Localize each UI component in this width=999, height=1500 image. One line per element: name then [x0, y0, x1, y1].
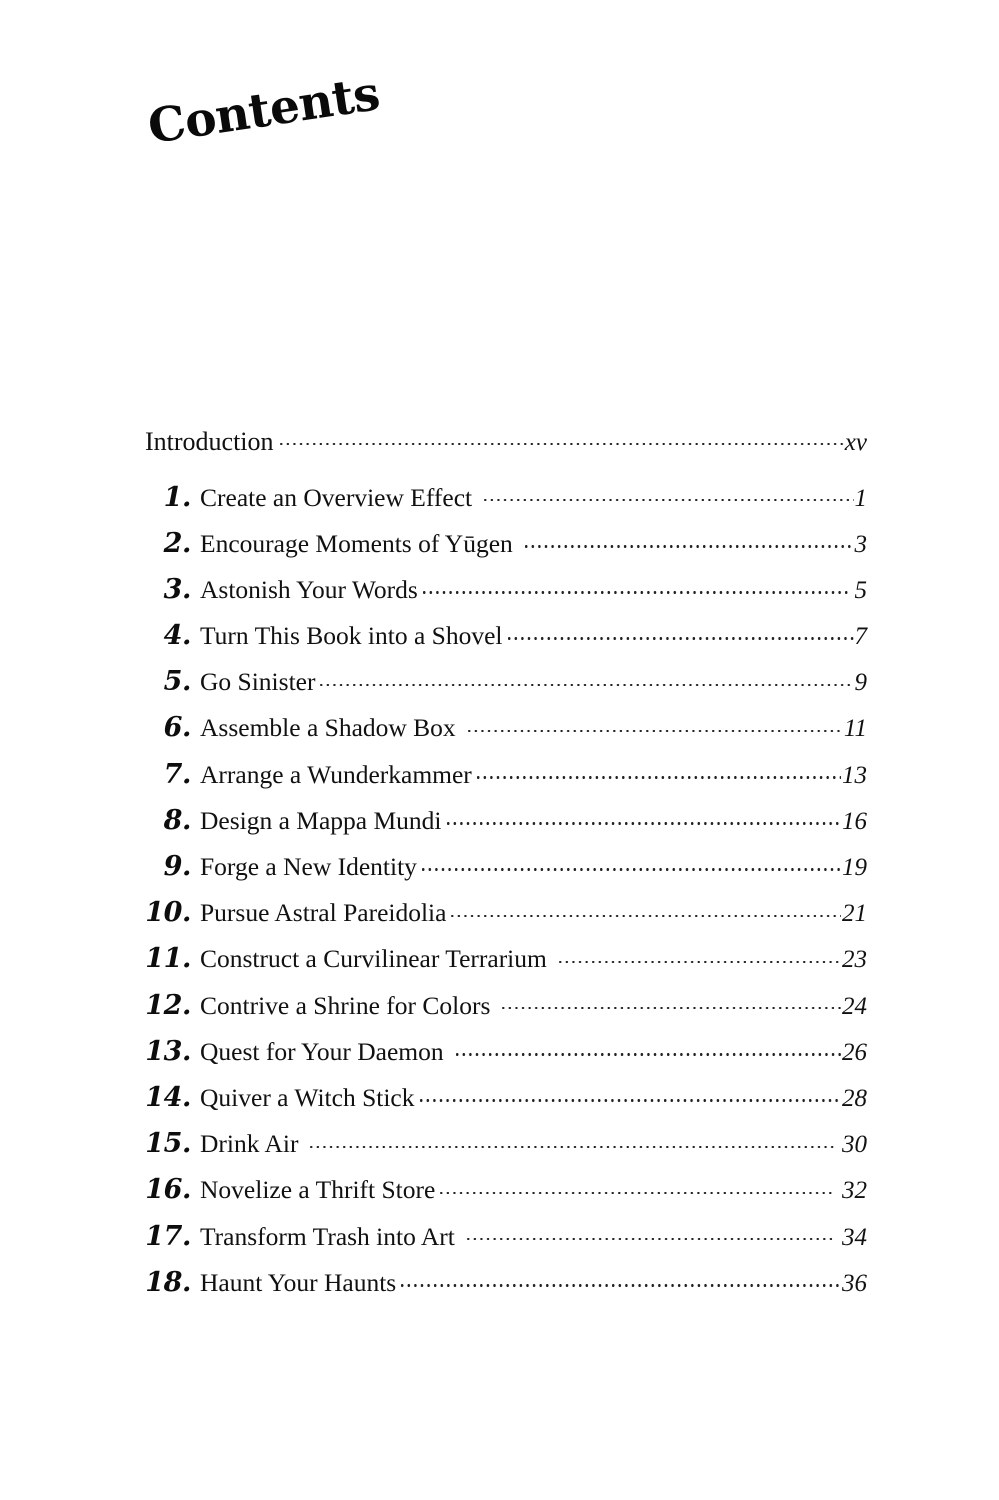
toc-entry-page-number: 26: [842, 1038, 867, 1066]
toc-entry-chapter[interactable]: [145, 803, 867, 836]
toc-entry-number: 11.: [145, 943, 191, 975]
toc-entry-number: 8.: [163, 804, 191, 836]
toc-entry-page-number: 21: [842, 900, 867, 928]
toc-entry-page-number: 23: [842, 946, 867, 974]
toc-entry-title: Drink Air: [200, 1129, 299, 1159]
dot-leader: [320, 665, 853, 691]
toc-entry-chapter[interactable]: [145, 480, 867, 513]
toc-entry-title: Encourage Moments of Yūgen: [200, 528, 513, 558]
toc-entry-number: 16.: [145, 1174, 191, 1206]
toc-entry-chapter[interactable]: [145, 896, 867, 929]
dot-leader: [280, 424, 844, 450]
toc-entry-chapter[interactable]: [145, 1265, 867, 1298]
dot-leader: [477, 757, 841, 783]
dot-leader: [422, 850, 841, 876]
toc-entry-title: Quiver a Witch Stick: [200, 1082, 415, 1112]
toc-entry-chapter[interactable]: [145, 1127, 867, 1160]
toc-entry-chapter[interactable]: [145, 1219, 867, 1252]
toc-entry-number: 18.: [145, 1266, 191, 1298]
toc-entry-page-number: 3: [854, 530, 867, 558]
toc-entry-title: Forge a New Identity: [200, 852, 417, 881]
toc-entry-number: 4.: [163, 620, 191, 652]
toc-entry-chapter[interactable]: [145, 850, 867, 880]
toc-entry-title: Pursue Astral Pareidolia: [200, 898, 447, 928]
dot-leader: [420, 1080, 842, 1106]
toc-entry-number: 13.: [145, 1035, 191, 1067]
toc-entry-number: 5.: [163, 666, 191, 698]
toc-entry-title: Astonish Your Words: [200, 574, 418, 604]
dot-leader: [401, 1265, 841, 1291]
toc-entry-chapter[interactable]: [145, 757, 867, 790]
dot-leader: [423, 572, 848, 598]
toc-entry-number: 12.: [145, 989, 191, 1021]
dot-leader: [440, 1173, 835, 1199]
page-title-container: [144, 66, 572, 184]
toc-entry-chapter[interactable]: [145, 988, 867, 1021]
toc-entry-title: Contrive a Shrine for Colors: [200, 990, 491, 1020]
toc-entry-title: Transform Trash into Art: [200, 1221, 455, 1251]
toc-entry-introduction[interactable]: [145, 424, 867, 454]
toc-entry-chapter[interactable]: [145, 665, 867, 698]
toc-entry-page-number: 34: [842, 1223, 867, 1251]
toc-entry-number: 17.: [145, 1220, 191, 1252]
dot-leader: [449, 1034, 841, 1060]
toc-entry-chapter[interactable]: [145, 942, 867, 975]
toc-entry-page-number: 30: [842, 1131, 867, 1159]
toc-entry-page-number: 32: [842, 1177, 867, 1205]
toc-entry-title: Go Sinister: [200, 667, 316, 697]
toc-entry-page-number: xv: [844, 428, 867, 456]
toc-entry-chapter[interactable]: [145, 711, 867, 744]
toc-entry-title: Arrange a Wunderkammer: [200, 759, 472, 789]
dot-leader: [451, 896, 841, 922]
dot-leader: [303, 1127, 835, 1153]
toc-entry-chapter[interactable]: [145, 1034, 867, 1067]
toc-entry-title: Haunt Your Haunts: [200, 1267, 397, 1297]
toc-entry-page-number: 11: [843, 715, 867, 743]
toc-entry-title: Assemble a Shadow Box: [200, 713, 456, 743]
dot-leader: [460, 1219, 835, 1245]
toc-entry-number: 7.: [163, 758, 191, 790]
toc-entry-number: 1.: [163, 481, 191, 513]
toc-entry-number: 2.: [163, 527, 191, 559]
dot-leader: [461, 711, 843, 737]
toc-entry-chapter[interactable]: [145, 526, 867, 559]
toc-entry-number: 14.: [145, 1081, 191, 1113]
toc-entry-chapter[interactable]: [145, 619, 867, 652]
toc-entry-chapter[interactable]: [145, 572, 867, 605]
toc-entry-title: Novelize a Thrift Store: [200, 1175, 436, 1205]
toc-entry-title: Create an Overview Effect: [200, 482, 473, 512]
toc-entry-page-number: 13: [842, 761, 867, 789]
dot-leader: [552, 942, 841, 968]
page-title: Contents: [144, 66, 383, 155]
dot-leader: [477, 480, 853, 506]
toc-entry-number: 15.: [145, 1128, 191, 1160]
toc-entry-page-number: 1: [854, 484, 867, 512]
toc-entry-chapter[interactable]: [145, 1080, 867, 1113]
toc-entry-page-number: 9: [854, 669, 867, 697]
dot-leader: [518, 526, 854, 552]
toc-entry-page-number: 5: [854, 576, 867, 604]
dot-leader: [447, 803, 841, 829]
chapter-list: [145, 480, 867, 1298]
toc-entry-page-number: 16: [842, 807, 867, 835]
toc-entry-page-number: 28: [842, 1084, 867, 1112]
toc-entry-page-number: 19: [842, 854, 867, 881]
toc-entry-label: Introduction: [145, 426, 274, 456]
dot-leader: [508, 619, 854, 645]
toc-entry-page-number: 24: [842, 992, 867, 1020]
toc-entry-number: 6.: [163, 712, 191, 744]
toc-entry-chapter[interactable]: [145, 1173, 867, 1206]
toc-entry-page-number: 7: [854, 623, 867, 651]
toc-entry-number: 9.: [163, 851, 191, 882]
toc-entry-number: 3.: [163, 573, 191, 605]
toc-entry-title: Construct a Curvilinear Terrarium: [200, 944, 547, 974]
dot-leader: [495, 988, 841, 1014]
toc-entry-title: Design a Mappa Mundi: [200, 805, 442, 835]
toc-entry-number: 10.: [145, 897, 191, 929]
toc-entry-page-number: 36: [842, 1269, 867, 1297]
toc-entry-title: Quest for Your Daemon: [200, 1036, 444, 1066]
toc-entry-title: Turn This Book into a Shovel: [200, 621, 503, 651]
table-of-contents: [145, 424, 867, 1311]
